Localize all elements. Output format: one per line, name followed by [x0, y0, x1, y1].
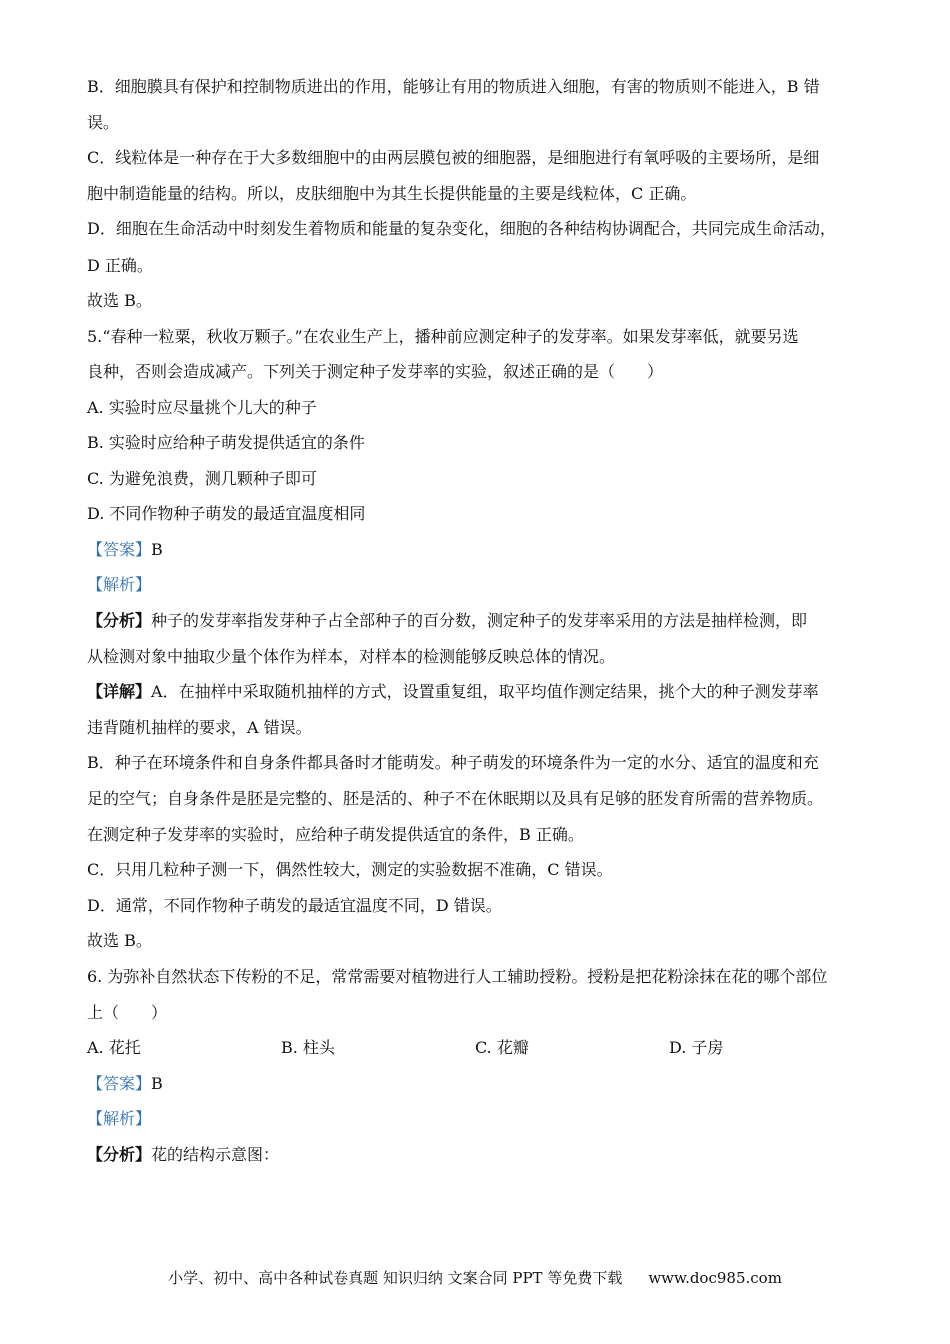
text-line: B．种子在环境条件和自身条件都具备时才能萌发。种子萌发的环境条件为一定的水分、适宜的温度和充: [87, 753, 819, 772]
question-6-option-d: D. 子房: [669, 1038, 724, 1057]
answer-value: B: [151, 540, 163, 559]
question-6-option-a: A. 花托: [87, 1038, 141, 1057]
text-line: D．细胞在生命活动中时刻发生着物质和能量的复杂变化，细胞的各种结构协调配合，共同完成生命活动，: [87, 219, 836, 238]
fenxi-text: 从检测对象中抽取少量个体作为样本，对样本的检测能够反映总体的情况。: [87, 647, 616, 666]
question-6-option-c: C. 花瓣: [475, 1038, 529, 1057]
text-line: B．细胞膜具有保护和控制物质进出的作用，能够让有用的物质进入细胞，有害的物质则不能进入，B 错: [87, 77, 820, 96]
xiangjie-text: 违背随机抽样的要求，A 错误。: [87, 718, 312, 737]
text-line: C．只用几粒种子测一下，偶然性较大，测定的实验数据不准确，C 错误。: [87, 860, 613, 879]
question-5-option-a: A. 实验时应尽量挑个儿大的种子: [87, 398, 317, 417]
text-line: 故选 B。: [87, 291, 152, 310]
answer-tag: 【答案】: [87, 1074, 152, 1093]
fenxi-line: [87, 1145, 279, 1165]
fenxi-text: 花的结构示意图：: [151, 1145, 280, 1164]
question-5-option-b: B. 实验时应给种子萌发提供适宜的条件: [87, 433, 365, 452]
question-6-stem: 上（ ）: [87, 1003, 168, 1022]
analysis-line: [87, 575, 151, 595]
page-footer: [0, 1268, 950, 1288]
question-5-option-d: D. 不同作物种子萌发的最适宜温度相同: [87, 504, 366, 523]
answer-value: B: [151, 1074, 163, 1093]
text-line: D．通常，不同作物种子萌发的最适宜温度不同，D 错误。: [87, 896, 502, 915]
footer-url[interactable]: www.doc985.com: [648, 1269, 782, 1287]
question-5-stem: 5.“春种一粒粟，秋收万颗子。”在农业生产上，播种前应测定种子的发芽率。如果发芽率低，就要另选: [87, 327, 799, 346]
analysis-line: [87, 1109, 151, 1129]
text-line: 误。: [87, 113, 120, 132]
fenxi-text: 种子的发芽率指发芽种子占全部种子的百分数，测定种子的发芽率采用的方法是抽样检测，即: [151, 611, 808, 630]
text-line: 足的空气；自身条件是胚是完整的、胚是活的、种子不在休眠期以及具有足够的胚发育所需的营养物质。: [87, 789, 824, 808]
analysis-tag: 【解析】: [87, 1109, 152, 1128]
text-line: D 正确。: [87, 256, 153, 275]
answer-line: [87, 1074, 163, 1094]
fenxi-line: [87, 611, 807, 631]
xiangjie-text: A．在抽样中采取随机抽样的方式，设置重复组，取平均值作测定结果，挑个大的种子测发芽率: [151, 682, 819, 701]
question-6-option-b: B. 柱头: [281, 1038, 335, 1057]
footer-text: 小学、初中、高中各种试卷真题 知识归纳 文案合同 PPT 等免费下载: [168, 1269, 623, 1287]
question-5-stem: 良种，否则会造成减产。下列关于测定种子发芽率的实验，叙述正确的是（ ）: [87, 362, 664, 381]
question-6-stem: 6. 为弥补自然状态下传粉的不足，常常需要对植物进行人工辅助授粉。授粉是把花粉涂抹在花的哪个部位: [87, 967, 828, 986]
answer-tag: 【答案】: [87, 540, 152, 559]
text-line: 故选 B。: [87, 931, 152, 950]
xiangjie-line: [87, 682, 819, 702]
fenxi-tag: 【分析】: [87, 1145, 152, 1164]
text-line: C．线粒体是一种存在于大多数细胞中的由两层膜包被的细胞器，是细胞进行有氧呼吸的主要场所，是细: [87, 148, 820, 167]
analysis-tag: 【解析】: [87, 575, 152, 594]
fenxi-tag: 【分析】: [87, 611, 152, 630]
xiangjie-tag: 【详解】: [87, 682, 152, 701]
text-line: 胞中制造能量的结构。所以，皮肤细胞中为其生长提供能量的主要是线粒体，C 正确。: [87, 184, 697, 203]
text-line: 在测定种子发芽率的实验时，应给种子萌发提供适宜的条件，B 正确。: [87, 825, 584, 844]
question-5-option-c: C. 为避免浪费，测几颗种子即可: [87, 469, 317, 488]
answer-line: [87, 540, 163, 560]
